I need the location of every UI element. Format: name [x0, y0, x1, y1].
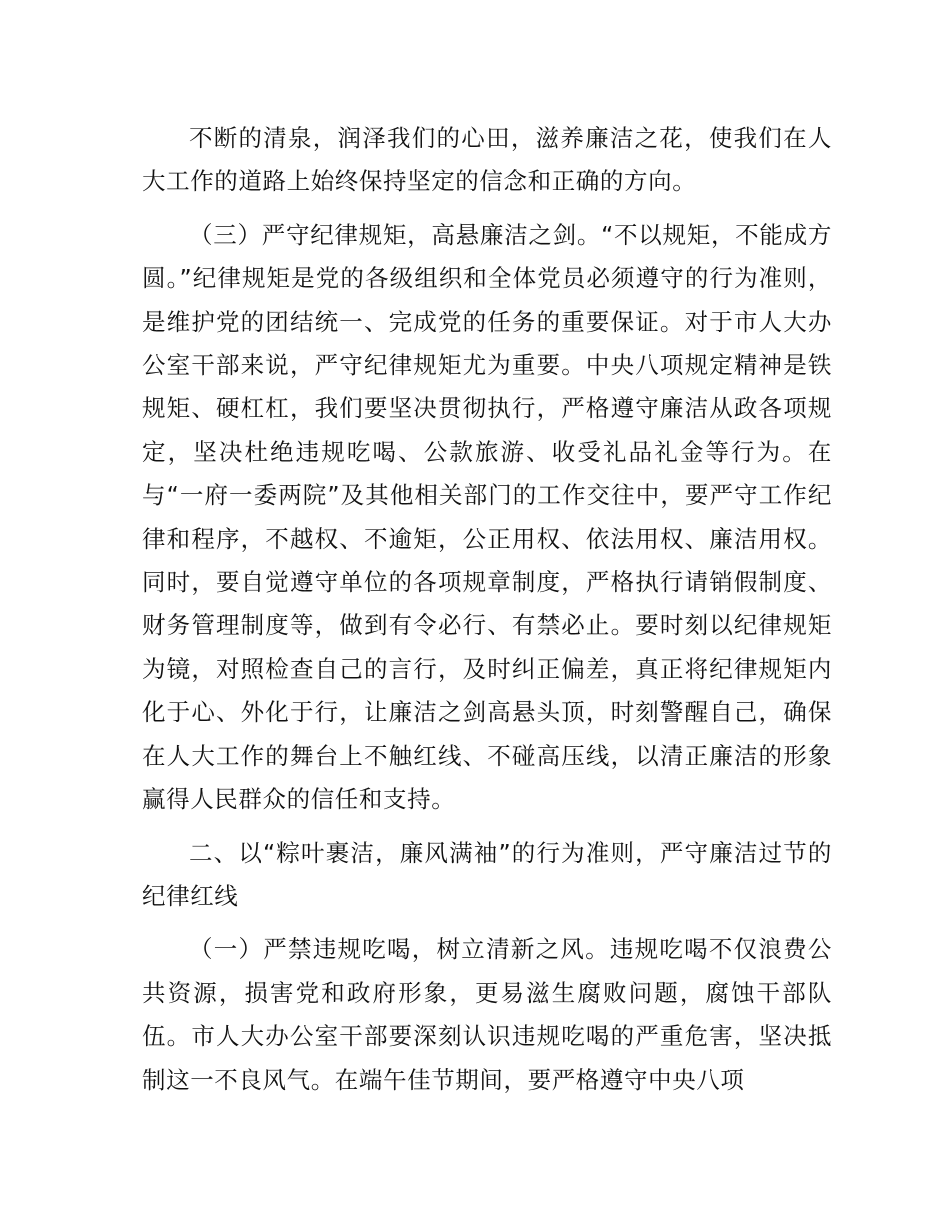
- section-heading-two: 二、以“粽叶裹洁，廉风满袖”的行为准则，严守廉洁过节的纪律红线: [142, 838, 832, 910]
- document-body: [142, 117, 832, 1112]
- paragraph-continuation: 不断的清泉，润泽我们的心田，滋养廉洁之花，使我们在人大工作的道路上始终保持坚定的信念和正确的方向。: [142, 124, 832, 196]
- paragraph-section-three: （三）严守纪律规矩，高悬廉洁之剑。“不以规矩，不能成方圆。”纪律规矩是党的各级组织和全体党员必须遵守的行为准则，是维护党的团结统一、完成党的任务的重要保证。对于市人大办公室干部来说，严守纪律规矩尤为重要。中央八项规定精神是铁规矩、硬杠杠，我们要坚决贯彻执行，严格遵守廉洁从政各项规定，坚决杜绝违规吃喝、公款旅游、收受礼品礼金等行为。在与“一府一委两院”及其他相关部门的工作交往中，要严守工作纪律和程序，不越权、不逾矩，公正用权、依法用权、廉洁用权。同时，要自觉遵守单位的各项规章制度，严格执行请销假制度、财务管理制度等，做到有令必行、有禁必止。要时刻以纪律规矩为镜，对照检查自己的言行，及时纠正偏差，真正将纪律规矩内化于心、外化于行，让廉洁之剑高悬头顶，时刻警醒自己，确保在人大工作的舞台上不触红线、不碰高压线，以清正廉洁的形象赢得人民群众的信任和支持。: [142, 220, 832, 814]
- paragraph-subsection-one: （一）严禁违规吃喝，树立清新之风。违规吃喝不仅浪费公共资源，损害党和政府形象，更易滋生腐败问题，腐蚀干部队伍。市人大办公室干部要深刻认识违规吃喝的严重危害，坚决抵制这一不良风气。在端午佳节期间，要严格遵守中央八项: [142, 935, 832, 1094]
